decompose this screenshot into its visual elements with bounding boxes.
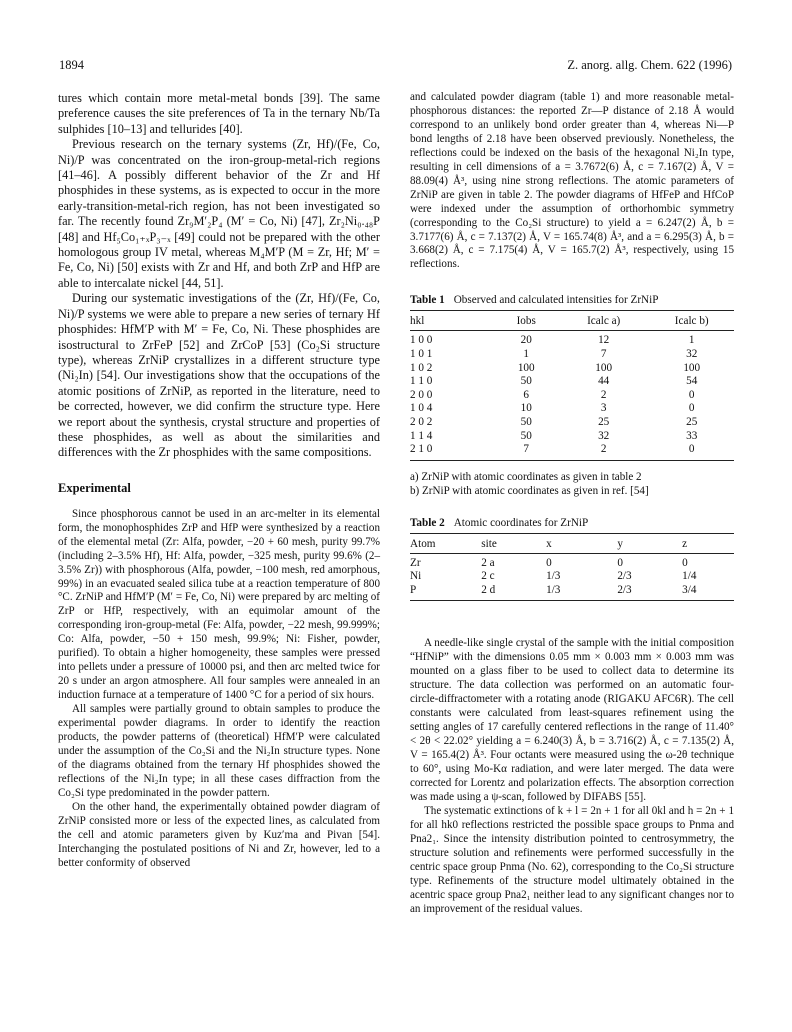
table1-cell: 100 (595, 361, 613, 374)
table2-cell: 2 c (481, 570, 495, 583)
table2-cell: 2/3 (617, 584, 682, 601)
experimental-section (58, 508, 380, 871)
table1-cell: 32 (598, 429, 610, 442)
table1-cell: 1 0 1 (410, 347, 433, 360)
paragraph: tures which contain more metal-metal bonds [39]. The same preference causes the site preferences of Ta in the ternary Nb/Ta sulphides [10–13] and tellurides [40]. (58, 91, 380, 136)
table1-cell: 50 (520, 375, 532, 388)
paragraph: During our systematic investigations of the (Zr, Hf)/(Fe, Co, Ni)/P systems we were able to prepare a new series of ternary Hf phosphides: HfM′P with M′ = Fe, Co, Ni. These phosphides are isostructural to ZrFeP [52] and ZrCoP [53] (Co₂Si structure type), whereas ZrNiP crystallizes in a different structure type (Ni₂In) [54]. Our investigations show that the occupations of the atomic positions of ZrNiP, as reported in the literature, need to be corrected, however, we did confirm the structure type. Here we report about the synthesis, crystal structure and properties of these phosphides, as well as about the similarities and differences with the Zr phosphides with the same compositions. (58, 291, 380, 460)
table1-cell: 7 (495, 443, 558, 460)
left-column (58, 91, 380, 871)
table1-cell: 54 (686, 375, 698, 388)
table1-cell: 100 (517, 361, 535, 374)
table2-cell: 3/4 (682, 584, 734, 601)
table2-row (410, 584, 734, 601)
table1-row (410, 348, 734, 362)
right-column (410, 91, 734, 916)
table1-cell: 50 (520, 415, 532, 428)
table1-cell: 44 (598, 375, 610, 388)
table2-caption (410, 517, 734, 529)
table1-cell: 32 (686, 347, 698, 360)
paragraph: Previous research on the ternary systems (Zr, Hf)/(Fe, Co, Ni)/P was concentrated on the iron-group-metal-rich regions [41–46]. A possibly different behavior of the Zr and Hf phosphides in these systems, as is expected to occur in the more early-transition-metal-rich region, has not been investigated so far. The recently found Zr₉M′₂P₄ (M′ = Co, Ni) [47], Zr₂Ni₀.₄₈P [48] and Hf₅Co₁₊ₓP₃₋ₓ [49] could not be prepared with the other homologous group IV metal, whereas M₄M′P (M = Zr, Hf; M′ = Fe, Co, Ni) [50] exists with Zr and Hf, and both ZrP and HfP are able to intercalate nickel [44, 51]. (58, 137, 380, 290)
table1-header-cell: Icalc b) (649, 311, 734, 331)
table1-cell: 2 1 0 (410, 443, 495, 460)
paragraph: The systematic extinctions of k + l = 2n + 1 for all 0kl and h = 2n + 1 for all hk0 reflections restricted the possible space groups to Pnma and Pna2₁. Since the intensity distribution pointed to centrosymmetry, the structure solution and refinements were performed successfully in the centric space group Pnma (No. 62), corresponding to the Co₂Si structure type. Refinements of the structure model ultimately obtained in the acentric space group Pna2₁ neither lead to any significant changes nor to an improvement of the residual values. (410, 804, 734, 915)
table1-cell: 33 (686, 429, 698, 442)
table1-cell: 2 0 2 (410, 415, 433, 428)
table1-cell: 1 0 0 (410, 334, 433, 347)
table1-row (410, 443, 734, 460)
table1-row (410, 375, 734, 389)
table1-cell: 2 (600, 388, 607, 401)
table1-cell: 12 (598, 334, 610, 347)
table2-header-cell: y (617, 533, 682, 553)
table1-cell: 50 (520, 429, 532, 442)
table1-label: Table 1 (410, 294, 445, 307)
table1-row (410, 362, 734, 376)
table2-header-cell: z (682, 533, 734, 553)
table1-row (410, 389, 734, 403)
paragraph: Since phosphorous cannot be used in an arc-melter in its elemental form, the monophosphides ZrP and HfP were synthesized by a reaction of the elemental metal (Zr: Alfa, powder, −20 + 60 mesh, purity 99.7% (including 2–3.5% Hf), Hf: Alfa, powder, −325 mesh, purity 99.6% (2–3.5% Zr)) with phosphorous (Alfa, powder, −100 mesh, red amorphous, 99%) in an evacuated sealed silica tube at a reaction temperature of 800 °C. ZrNiP and HfM′P (M′ = Fe, Co, Ni) were prepared by arc melting of ZrP or HfP, respectively, with an equimolar amount of the corresponding iron-group-metal (Fe: Alfa, powder, −22 mesh, 99.999%; Co: Alfa, powder, −50 + 150 mesh, 99.9%; Ni: Fisher, powder, purified). To obtain a higher homogeneity, these samples were pressed into pellets under a pressure of 10000 psi, and then arc melted twice for 20 s under an argon atmosphere. All four samples were annealed in an induction furnace at a temperature of 1400 °C for a period of six hours. (58, 507, 380, 702)
table1-caption (410, 294, 734, 306)
table2-cell: P (410, 584, 481, 601)
table1-header-cell: Iobs (495, 311, 558, 331)
table2-row (410, 570, 734, 584)
table1-cell: 20 (520, 334, 532, 347)
table2-cell: 1/3 (546, 570, 561, 583)
table2-cell: Zr (410, 556, 421, 569)
section-title: Experimental (58, 480, 131, 495)
table1-cell: 25 (598, 415, 610, 428)
table1-header-cell: hkl (410, 311, 495, 331)
table2-header-cell: Atom (410, 533, 481, 553)
footnote-a: a) ZrNiP with atomic coordinates as given in table 2 (410, 470, 642, 483)
table1-cell: 1 (523, 347, 529, 360)
table2-header-cell: x (546, 533, 617, 553)
table1-cell: 1 0 4 (410, 402, 433, 415)
table2-cell: 1/3 (546, 584, 617, 601)
table2-header-cell: site (481, 533, 546, 553)
table1-row (410, 430, 734, 444)
table1-cell: 25 (686, 415, 698, 428)
table2-cell: 0 (546, 556, 552, 569)
table1-cell: 100 (683, 361, 701, 374)
footnote-b: b) ZrNiP with atomic coordinates as given in ref. [54] (410, 484, 649, 497)
table1-cell: 6 (523, 388, 529, 401)
paragraph: On the other hand, the experimentally obtained powder diagram of ZrNiP consisted more or less of the expected lines, as calculated from the cell and atomic parameters given by Kuz′ma and Pivan [54]. Interchanging the postulated positions of Ni and Zr, however, led to a better conformity of observed (58, 800, 380, 869)
table1-cell: 10 (520, 402, 532, 415)
table1-cell: 7 (600, 347, 607, 360)
journal-citation: Z. anorg. allg. Chem. 622 (1996) (567, 58, 732, 72)
table1-cell: 2 0 0 (410, 388, 433, 401)
table2-cell: 2/3 (617, 570, 632, 583)
table2-cell: 0 (682, 556, 688, 569)
paragraph: A needle-like single crystal of the sample with the initial composition “HfNiP” with the dimensions 0.05 mm × 0.003 mm × 0.003 mm was mounted on a glass fiber to be used to collect data to determine its structure. The data collection was performed on an automatic four-circle-diffractometer with a rotating anode (RIGAKU AFC6R). The cell constants were calculated from least-squares refinement using the setting angles of 17 carefully centered reflections in the range of 11.40° < 2θ < 22.02° yielding a = 6.240(3) Å, b = 3.716(2) Å, c = 7.135(2) Å, V = 165.4(2) Å³. Four octants were measured using the ω-2θ technique to 60°, using Mo-Kα radiation, and were later merged. The data were corrected for Lorentz and polarization effects. The absorption correction was made using a ψ-scan, followed by DIFABS [55]. (410, 637, 734, 803)
table-1 (410, 310, 734, 460)
table1-cell: 2 (558, 443, 650, 460)
table1-header-cell: Icalc a) (558, 311, 650, 331)
table1-cell: 0 (688, 388, 695, 401)
table2-cell: Ni (410, 570, 422, 583)
table2-cell: 0 (617, 556, 623, 569)
table1-cell: 0 (688, 402, 695, 415)
table2-cell: 1/4 (682, 570, 697, 583)
paragraph: All samples were partially ground to obtain samples to produce the experimental powder diagrams. In order to identify the reaction products, the powder patterns of (theoretical) HfM′P were calculated under the assumption of the Co₂Si and the Ni₂In structure types. None of the diagrams obtained from the ternary Hf phosphides showed the reflections of the Ni₂In type; in all these cases diffraction from the Co₂Si type predominated in the powder pattern. (58, 703, 380, 799)
table-2 (410, 533, 734, 602)
table2-label: Table 2 (410, 516, 445, 529)
table1-cell: 1 0 2 (410, 361, 433, 374)
table1-cell: 3 (600, 402, 607, 415)
table1-cell: 1 (688, 334, 695, 347)
page-number: 1894 (59, 58, 84, 72)
paragraph: and calculated powder diagram (table 1) and more reasonable metal-phosphorous distances: the reported Zr—P distance of 2.18 Å would correspond to an unlikely bond order greater than 4, whereas Ni—P bond lengths of 2.18 have been observed previously. Nonetheless, the reflections could be indexed on the basis of the hexagonal Ni₂In type, resulting in cell dimensions of a = 3.7672(6) Å, c = 7.167(2) Å, V = 88.09(4) Å³, using nine strong reflections. The atomic parameters of ZrNiP are given in table 2. The powder diagrams of HfFeP and HfCoP were indexed under the assumption of orthorhombic symmetry (corresponding to the Co₂Si structure) to yield a = 6.247(2) Å, b = 3.7177(6) Å, c = 7.137(2) Å, V = 165.74(8) Å³, and a = 6.295(3) Å, b = 3.668(2) Å, c = 7.175(4) Å, V = 165.7(2) Å³, respectively, using 15 reflections. (410, 91, 734, 271)
table1-cell: 0 (649, 443, 734, 460)
table1-cell: 1 1 0 (410, 375, 433, 388)
table2-caption-text: Atomic coordinates for ZrNiP (453, 516, 589, 529)
table1-caption-text: Observed and calculated intensities for ZrNiP (453, 294, 659, 307)
table1-row (410, 416, 734, 430)
table1-row (410, 402, 734, 416)
table2-cell: 2 d (481, 584, 546, 601)
table1-cell: 1 1 4 (410, 429, 433, 442)
table2-cell: 2 a (481, 556, 495, 569)
table2-row (410, 553, 734, 570)
table1-row (410, 331, 734, 348)
